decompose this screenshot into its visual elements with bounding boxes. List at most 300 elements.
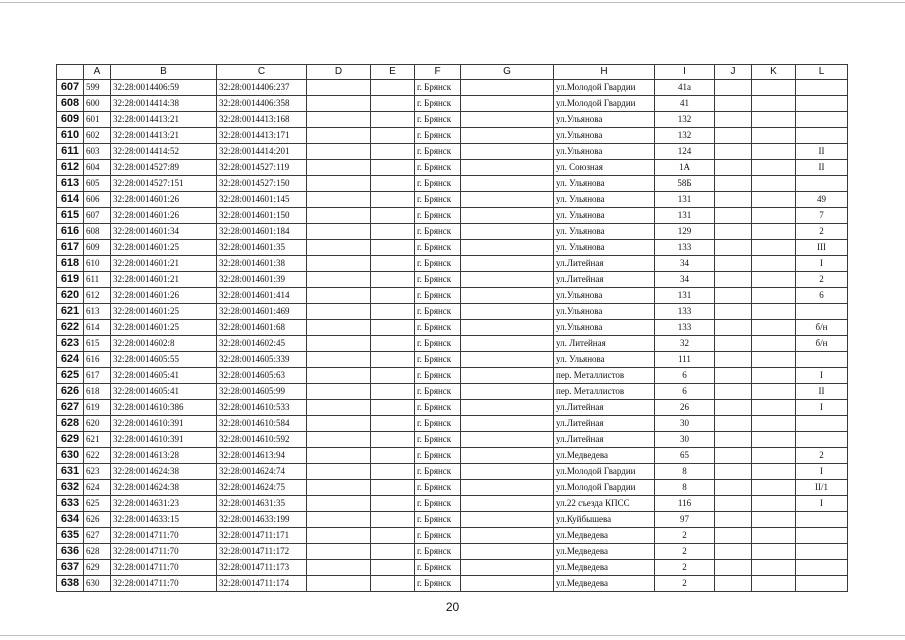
cell-c[interactable]: 32:28:0014605:339 [217, 352, 307, 368]
cell-b[interactable]: 32:28:0014414:52 [111, 144, 217, 160]
cell-a[interactable]: 613 [84, 304, 111, 320]
cell-h[interactable]: ул.Ульянова [554, 112, 655, 128]
cell-b[interactable]: 32:28:0014601:21 [111, 272, 217, 288]
cell-i[interactable]: 41 [655, 96, 715, 112]
cell-i[interactable]: 2 [655, 560, 715, 576]
cell-b[interactable]: 32:28:0014711:70 [111, 560, 217, 576]
cell-g[interactable] [461, 576, 554, 592]
cell-h[interactable]: пер. Металлистов [554, 384, 655, 400]
cell-k[interactable] [752, 320, 796, 336]
cell-f[interactable]: г. Брянск [415, 432, 461, 448]
cell-f[interactable]: г. Брянск [415, 400, 461, 416]
cell-f[interactable]: г. Брянск [415, 416, 461, 432]
cell-j[interactable] [715, 144, 752, 160]
column-header-f[interactable]: F [415, 65, 461, 80]
cell-b[interactable]: 32:28:0014711:70 [111, 544, 217, 560]
cell-e[interactable] [371, 448, 415, 464]
cell-d[interactable] [307, 512, 371, 528]
cell-h[interactable]: ул. Ульянова [554, 352, 655, 368]
cell-b[interactable]: 32:28:0014601:25 [111, 320, 217, 336]
cell-l[interactable] [796, 432, 848, 448]
cell-l[interactable]: I [796, 400, 848, 416]
row-number[interactable]: 625 [57, 368, 84, 384]
row-number[interactable]: 630 [57, 448, 84, 464]
cell-b[interactable]: 32:28:0014613:28 [111, 448, 217, 464]
cell-l[interactable]: I [796, 496, 848, 512]
cell-i[interactable]: 6 [655, 368, 715, 384]
cell-j[interactable] [715, 480, 752, 496]
cell-i[interactable]: 41а [655, 80, 715, 96]
cell-k[interactable] [752, 208, 796, 224]
row-number[interactable]: 622 [57, 320, 84, 336]
cell-f[interactable]: г. Брянск [415, 528, 461, 544]
row-number[interactable]: 616 [57, 224, 84, 240]
cell-e[interactable] [371, 96, 415, 112]
cell-l[interactable] [796, 128, 848, 144]
cell-f[interactable]: г. Брянск [415, 336, 461, 352]
cell-l[interactable] [796, 528, 848, 544]
cell-j[interactable] [715, 320, 752, 336]
cell-e[interactable] [371, 384, 415, 400]
cell-b[interactable]: 32:28:0014633:15 [111, 512, 217, 528]
cell-b[interactable]: 32:28:0014527:151 [111, 176, 217, 192]
cell-j[interactable] [715, 368, 752, 384]
cell-j[interactable] [715, 96, 752, 112]
cell-c[interactable]: 32:28:0014605:63 [217, 368, 307, 384]
column-header-g[interactable]: G [461, 65, 554, 80]
cell-i[interactable]: 124 [655, 144, 715, 160]
cell-c[interactable]: 32:28:0014601:184 [217, 224, 307, 240]
cell-c[interactable]: 32:28:0014601:414 [217, 288, 307, 304]
cell-c[interactable]: 32:28:0014601:145 [217, 192, 307, 208]
cell-f[interactable]: г. Брянск [415, 352, 461, 368]
cell-h[interactable]: ул.Медведева [554, 560, 655, 576]
cell-a[interactable]: 624 [84, 480, 111, 496]
cell-h[interactable]: ул.22 съезда КПСС [554, 496, 655, 512]
cell-h[interactable]: ул.Молодой Гвардии [554, 96, 655, 112]
row-number[interactable]: 627 [57, 400, 84, 416]
cell-k[interactable] [752, 304, 796, 320]
cell-c[interactable]: 32:28:0014624:74 [217, 464, 307, 480]
row-number[interactable]: 620 [57, 288, 84, 304]
cell-j[interactable] [715, 432, 752, 448]
cell-h[interactable]: ул. Ульянова [554, 176, 655, 192]
cell-e[interactable] [371, 288, 415, 304]
cell-h[interactable]: ул. Союзная [554, 160, 655, 176]
cell-h[interactable]: ул.Ульянова [554, 320, 655, 336]
cell-a[interactable]: 599 [84, 80, 111, 96]
cell-k[interactable] [752, 576, 796, 592]
cell-e[interactable] [371, 432, 415, 448]
cell-l[interactable]: I [796, 464, 848, 480]
cell-c[interactable]: 32:28:0014613:94 [217, 448, 307, 464]
cell-i[interactable]: 34 [655, 256, 715, 272]
cell-e[interactable] [371, 208, 415, 224]
cell-c[interactable]: 32:28:0014631:35 [217, 496, 307, 512]
cell-c[interactable]: 32:28:0014527:150 [217, 176, 307, 192]
cell-e[interactable] [371, 112, 415, 128]
cell-l[interactable] [796, 96, 848, 112]
cell-h[interactable]: ул.Ульянова [554, 304, 655, 320]
cell-h[interactable]: ул. Литейная [554, 336, 655, 352]
cell-b[interactable]: 32:28:0014413:21 [111, 112, 217, 128]
row-number[interactable]: 607 [57, 80, 84, 96]
cell-b[interactable]: 32:28:0014406:59 [111, 80, 217, 96]
cell-j[interactable] [715, 80, 752, 96]
cell-g[interactable] [461, 560, 554, 576]
cell-a[interactable]: 608 [84, 224, 111, 240]
cell-d[interactable] [307, 288, 371, 304]
cell-d[interactable] [307, 576, 371, 592]
cell-d[interactable] [307, 368, 371, 384]
cell-k[interactable] [752, 80, 796, 96]
cell-l[interactable]: 49 [796, 192, 848, 208]
cell-a[interactable]: 622 [84, 448, 111, 464]
cell-c[interactable]: 32:28:0014610:533 [217, 400, 307, 416]
cell-a[interactable]: 616 [84, 352, 111, 368]
cell-i[interactable]: 97 [655, 512, 715, 528]
cell-k[interactable] [752, 448, 796, 464]
cell-g[interactable] [461, 464, 554, 480]
cell-j[interactable] [715, 288, 752, 304]
cell-b[interactable]: 32:28:0014414:38 [111, 96, 217, 112]
cell-j[interactable] [715, 224, 752, 240]
cell-d[interactable] [307, 432, 371, 448]
cell-b[interactable]: 32:28:0014711:70 [111, 576, 217, 592]
cell-d[interactable] [307, 544, 371, 560]
column-header-l[interactable]: L [796, 65, 848, 80]
cell-b[interactable]: 32:28:0014711:70 [111, 528, 217, 544]
cell-k[interactable] [752, 240, 796, 256]
cell-d[interactable] [307, 240, 371, 256]
cell-g[interactable] [461, 112, 554, 128]
cell-f[interactable]: г. Брянск [415, 224, 461, 240]
cell-k[interactable] [752, 176, 796, 192]
cell-f[interactable]: г. Брянск [415, 256, 461, 272]
cell-l[interactable]: 7 [796, 208, 848, 224]
cell-j[interactable] [715, 448, 752, 464]
cell-d[interactable] [307, 144, 371, 160]
cell-a[interactable]: 619 [84, 400, 111, 416]
cell-k[interactable] [752, 480, 796, 496]
cell-l[interactable] [796, 544, 848, 560]
cell-k[interactable] [752, 256, 796, 272]
cell-i[interactable]: 58Б [655, 176, 715, 192]
cell-f[interactable]: г. Брянск [415, 544, 461, 560]
cell-b[interactable]: 32:28:0014413:21 [111, 128, 217, 144]
cell-f[interactable]: г. Брянск [415, 96, 461, 112]
cell-a[interactable]: 609 [84, 240, 111, 256]
cell-l[interactable] [796, 560, 848, 576]
cell-e[interactable] [371, 544, 415, 560]
cell-f[interactable]: г. Брянск [415, 560, 461, 576]
cell-g[interactable] [461, 304, 554, 320]
cell-h[interactable]: ул.Медведева [554, 448, 655, 464]
cell-h[interactable]: ул.Литейная [554, 256, 655, 272]
cell-d[interactable] [307, 128, 371, 144]
cell-k[interactable] [752, 432, 796, 448]
column-header-c[interactable]: C [217, 65, 307, 80]
row-number[interactable]: 626 [57, 384, 84, 400]
cell-i[interactable]: 6 [655, 384, 715, 400]
cell-i[interactable]: 8 [655, 464, 715, 480]
row-number[interactable]: 635 [57, 528, 84, 544]
cell-l[interactable]: б/н [796, 336, 848, 352]
cell-l[interactable]: II [796, 160, 848, 176]
cell-k[interactable] [752, 416, 796, 432]
cell-d[interactable] [307, 96, 371, 112]
cell-d[interactable] [307, 160, 371, 176]
cell-d[interactable] [307, 560, 371, 576]
cell-h[interactable]: ул.Ульянова [554, 144, 655, 160]
cell-d[interactable] [307, 320, 371, 336]
cell-b[interactable]: 32:28:0014527:89 [111, 160, 217, 176]
cell-g[interactable] [461, 80, 554, 96]
cell-d[interactable] [307, 208, 371, 224]
cell-k[interactable] [752, 144, 796, 160]
cell-k[interactable] [752, 400, 796, 416]
cell-k[interactable] [752, 96, 796, 112]
cell-k[interactable] [752, 512, 796, 528]
cell-c[interactable]: 32:28:0014624:75 [217, 480, 307, 496]
cell-j[interactable] [715, 528, 752, 544]
cell-f[interactable]: г. Брянск [415, 192, 461, 208]
cell-h[interactable]: ул.Медведева [554, 576, 655, 592]
cell-l[interactable] [796, 304, 848, 320]
cell-k[interactable] [752, 160, 796, 176]
cell-i[interactable]: 111 [655, 352, 715, 368]
cell-e[interactable] [371, 400, 415, 416]
cell-b[interactable]: 32:28:0014610:386 [111, 400, 217, 416]
cell-i[interactable]: 34 [655, 272, 715, 288]
cell-f[interactable]: г. Брянск [415, 208, 461, 224]
cell-d[interactable] [307, 336, 371, 352]
cell-j[interactable] [715, 304, 752, 320]
cell-l[interactable] [796, 416, 848, 432]
cell-j[interactable] [715, 128, 752, 144]
cell-i[interactable]: 133 [655, 240, 715, 256]
cell-c[interactable]: 32:28:0014711:174 [217, 576, 307, 592]
cell-f[interactable]: г. Брянск [415, 368, 461, 384]
cell-h[interactable]: ул. Ульянова [554, 192, 655, 208]
cell-g[interactable] [461, 240, 554, 256]
row-number[interactable]: 629 [57, 432, 84, 448]
cell-d[interactable] [307, 80, 371, 96]
cell-i[interactable]: 2 [655, 576, 715, 592]
cell-l[interactable]: 2 [796, 448, 848, 464]
cell-c[interactable]: 32:28:0014711:173 [217, 560, 307, 576]
cell-a[interactable]: 617 [84, 368, 111, 384]
cell-c[interactable]: 32:28:0014602:45 [217, 336, 307, 352]
row-number[interactable]: 632 [57, 480, 84, 496]
row-number[interactable]: 609 [57, 112, 84, 128]
row-number[interactable]: 619 [57, 272, 84, 288]
cell-k[interactable] [752, 496, 796, 512]
cell-a[interactable]: 611 [84, 272, 111, 288]
cell-d[interactable] [307, 176, 371, 192]
cell-c[interactable]: 32:28:0014413:171 [217, 128, 307, 144]
cell-b[interactable]: 32:28:0014624:38 [111, 480, 217, 496]
row-number[interactable]: 638 [57, 576, 84, 592]
cell-h[interactable]: пер. Металлистов [554, 368, 655, 384]
cell-j[interactable] [715, 512, 752, 528]
cell-a[interactable]: 603 [84, 144, 111, 160]
cell-i[interactable]: 116 [655, 496, 715, 512]
cell-a[interactable]: 618 [84, 384, 111, 400]
cell-e[interactable] [371, 192, 415, 208]
cell-f[interactable]: г. Брянск [415, 576, 461, 592]
cell-i[interactable]: 133 [655, 304, 715, 320]
cell-d[interactable] [307, 480, 371, 496]
cell-e[interactable] [371, 464, 415, 480]
cell-e[interactable] [371, 128, 415, 144]
cell-k[interactable] [752, 112, 796, 128]
cell-b[interactable]: 32:28:0014631:23 [111, 496, 217, 512]
row-number[interactable]: 631 [57, 464, 84, 480]
cell-h[interactable]: ул.Ульянова [554, 288, 655, 304]
cell-a[interactable]: 612 [84, 288, 111, 304]
cell-e[interactable] [371, 320, 415, 336]
cell-l[interactable]: б/н [796, 320, 848, 336]
cell-j[interactable] [715, 416, 752, 432]
cell-j[interactable] [715, 192, 752, 208]
cell-h[interactable]: ул.Ульянова [554, 128, 655, 144]
cell-a[interactable]: 623 [84, 464, 111, 480]
column-header-d[interactable]: D [307, 65, 371, 80]
cell-f[interactable]: г. Брянск [415, 448, 461, 464]
cell-g[interactable] [461, 160, 554, 176]
cell-h[interactable]: ул.Литейная [554, 432, 655, 448]
cell-f[interactable]: г. Брянск [415, 496, 461, 512]
cell-h[interactable]: ул.Молодой Гвардии [554, 80, 655, 96]
cell-d[interactable] [307, 448, 371, 464]
cell-c[interactable]: 32:28:0014601:35 [217, 240, 307, 256]
cell-j[interactable] [715, 400, 752, 416]
cell-b[interactable]: 32:28:0014605:55 [111, 352, 217, 368]
cell-l[interactable] [796, 512, 848, 528]
cell-g[interactable] [461, 256, 554, 272]
cell-l[interactable]: III [796, 240, 848, 256]
cell-j[interactable] [715, 544, 752, 560]
cell-a[interactable]: 606 [84, 192, 111, 208]
cell-a[interactable]: 602 [84, 128, 111, 144]
cell-b[interactable]: 32:28:0014601:34 [111, 224, 217, 240]
cell-d[interactable] [307, 112, 371, 128]
cell-i[interactable]: 65 [655, 448, 715, 464]
cell-c[interactable]: 32:28:0014711:172 [217, 544, 307, 560]
column-header-j[interactable]: J [715, 65, 752, 80]
row-number[interactable]: 633 [57, 496, 84, 512]
cell-j[interactable] [715, 464, 752, 480]
cell-c[interactable]: 32:28:0014406:237 [217, 80, 307, 96]
cell-d[interactable] [307, 304, 371, 320]
cell-k[interactable] [752, 336, 796, 352]
cell-c[interactable]: 32:28:0014601:68 [217, 320, 307, 336]
cell-g[interactable] [461, 272, 554, 288]
cell-h[interactable]: ул.Литейная [554, 416, 655, 432]
cell-j[interactable] [715, 240, 752, 256]
cell-d[interactable] [307, 192, 371, 208]
cell-f[interactable]: г. Брянск [415, 112, 461, 128]
cell-g[interactable] [461, 416, 554, 432]
cell-a[interactable]: 620 [84, 416, 111, 432]
cell-e[interactable] [371, 576, 415, 592]
cell-d[interactable] [307, 400, 371, 416]
cell-d[interactable] [307, 272, 371, 288]
cell-f[interactable]: г. Брянск [415, 240, 461, 256]
cell-j[interactable] [715, 272, 752, 288]
cell-l[interactable]: 6 [796, 288, 848, 304]
cell-e[interactable] [371, 304, 415, 320]
cell-g[interactable] [461, 128, 554, 144]
cell-l[interactable]: 2 [796, 224, 848, 240]
cell-i[interactable]: 133 [655, 320, 715, 336]
cell-k[interactable] [752, 128, 796, 144]
cell-h[interactable]: ул.Литейная [554, 400, 655, 416]
cell-i[interactable]: 131 [655, 208, 715, 224]
cell-a[interactable]: 628 [84, 544, 111, 560]
cell-c[interactable]: 32:28:0014711:171 [217, 528, 307, 544]
cell-i[interactable]: 30 [655, 432, 715, 448]
cell-j[interactable] [715, 160, 752, 176]
cell-d[interactable] [307, 496, 371, 512]
cell-c[interactable]: 32:28:0014610:592 [217, 432, 307, 448]
cell-k[interactable] [752, 528, 796, 544]
cell-g[interactable] [461, 528, 554, 544]
cell-b[interactable]: 32:28:0014601:26 [111, 288, 217, 304]
cell-b[interactable]: 32:28:0014605:41 [111, 384, 217, 400]
row-number[interactable]: 614 [57, 192, 84, 208]
cell-k[interactable] [752, 272, 796, 288]
cell-l[interactable]: II [796, 144, 848, 160]
row-number[interactable]: 611 [57, 144, 84, 160]
cell-h[interactable]: ул.Куйбышева [554, 512, 655, 528]
cell-a[interactable]: 605 [84, 176, 111, 192]
cell-l[interactable]: 2 [796, 272, 848, 288]
cell-k[interactable] [752, 560, 796, 576]
cell-i[interactable]: 132 [655, 112, 715, 128]
row-number[interactable]: 623 [57, 336, 84, 352]
cell-i[interactable]: 2 [655, 544, 715, 560]
cell-e[interactable] [371, 368, 415, 384]
cell-c[interactable]: 32:28:0014633:199 [217, 512, 307, 528]
cell-l[interactable]: II [796, 384, 848, 400]
cell-c[interactable]: 32:28:0014601:469 [217, 304, 307, 320]
cell-b[interactable]: 32:28:0014605:41 [111, 368, 217, 384]
cell-f[interactable]: г. Брянск [415, 464, 461, 480]
cell-b[interactable]: 32:28:0014601:25 [111, 240, 217, 256]
corner-header[interactable] [57, 65, 84, 80]
cell-a[interactable]: 627 [84, 528, 111, 544]
cell-g[interactable] [461, 176, 554, 192]
cell-a[interactable]: 630 [84, 576, 111, 592]
cell-k[interactable] [752, 544, 796, 560]
cell-k[interactable] [752, 192, 796, 208]
cell-f[interactable]: г. Брянск [415, 480, 461, 496]
cell-b[interactable]: 32:28:0014601:21 [111, 256, 217, 272]
cell-e[interactable] [371, 176, 415, 192]
cell-h[interactable]: ул.Молодой Гвардии [554, 464, 655, 480]
cell-c[interactable]: 32:28:0014601:38 [217, 256, 307, 272]
cell-g[interactable] [461, 352, 554, 368]
cell-j[interactable] [715, 336, 752, 352]
cell-j[interactable] [715, 496, 752, 512]
cell-c[interactable]: 32:28:0014610:584 [217, 416, 307, 432]
cell-i[interactable]: 8 [655, 480, 715, 496]
cell-g[interactable] [461, 208, 554, 224]
cell-f[interactable]: г. Брянск [415, 160, 461, 176]
row-number[interactable]: 637 [57, 560, 84, 576]
